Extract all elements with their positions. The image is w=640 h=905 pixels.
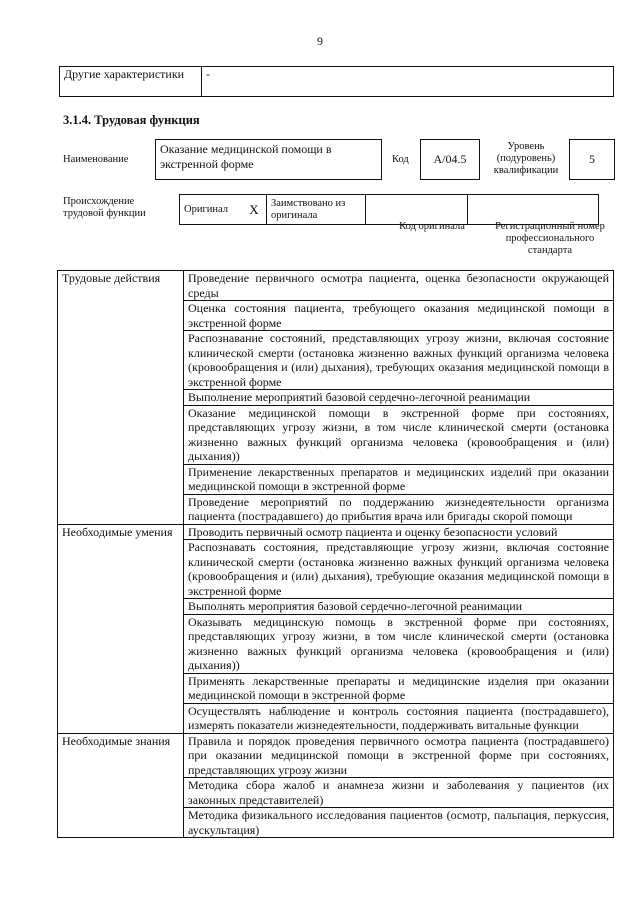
table-row: [58, 271, 614, 301]
original-label: Оригинал: [180, 195, 243, 225]
reg-number-caption: Регистрационный номер профессионального стандарта: [495, 221, 605, 256]
item-cell: Осуществлять наблюдение и контроль состояния пациента (пострадавшего), измерять показатели жизнедеятельности, поддерживать витальные функции: [184, 703, 614, 733]
reg-number-cell: [468, 195, 599, 225]
other-characteristics-value: -: [202, 67, 614, 97]
item-cell: Правила и порядок проведения первичного осмотра пациента (пострадавшего) при оказании медицинской помощи в экстренной форме при состояниях, представляющих угрозу жизни: [184, 733, 614, 778]
code-original-caption: Код оригинала: [399, 221, 465, 232]
item-cell: Оценка состояния пациента, требующего оказания медицинской помощи в экстренной форме: [184, 301, 614, 331]
category-cell: Необходимые знания: [58, 733, 184, 838]
item-cell: Применять лекарственные препараты и медицинские изделия при оказании медицинской помощи в экстренной форме: [184, 673, 614, 703]
level-box: 5: [569, 139, 615, 180]
page-number: 9: [317, 34, 323, 48]
item-cell: Оказывать медицинскую помощь в экстренной форме при состояниях, представляющих угрозу жизни, в том числе клинической смерти (остановка жизненно важных функций организма человека (кровообращения и (или) дыхания)): [184, 614, 614, 673]
borrowed-label: Заимствовано из оригинала: [267, 195, 366, 225]
labor-function-table: [57, 270, 614, 838]
origin-label: Происхождение трудовой функции: [63, 196, 146, 219]
item-cell: Проведение мероприятий по поддержанию жизнедеятельности организма пациента (пострадавшего) до прибытия врача или бригады скорой помощи: [184, 494, 614, 524]
other-characteristics-table: [59, 66, 614, 97]
level-label: Уровень (подуровень) квалификации: [493, 141, 559, 176]
table-row: [58, 524, 614, 540]
item-cell: Применение лекарственных препаратов и медицинских изделий при оказании медицинской помощи в экстренной форме: [184, 464, 614, 494]
function-code-box: A/04.5: [420, 139, 480, 180]
original-mark: X: [242, 195, 267, 225]
item-cell: Методика физикального исследования пациентов (осмотр, пальпация, перкуссия, аускультация): [184, 808, 614, 838]
item-cell: Распознавать состояния, представляющие угрозу жизни, включая состояние клинической смерти (остановка жизненно важных функций организма человека (кровообращения и (или) дыхания), требующие оказания медицинской помощи в экстренной форме: [184, 540, 614, 599]
code-label: Код: [392, 154, 409, 165]
category-cell: Трудовые действия: [58, 271, 184, 525]
item-cell: Оказание медицинской помощи в экстренной форме при состояниях, представляющих угрозу жизни, в том числе клинической смерти (остановка жизненно важных функций организма человека (кровообращения и (или) дыхания)): [184, 405, 614, 464]
category-cell: Необходимые умения: [58, 524, 184, 733]
other-characteristics-label: Другие характеристики: [60, 67, 202, 97]
function-name-box: Оказание медицинской помощи в экстренной форме: [155, 139, 382, 180]
item-cell: Проведение первичного осмотра пациента, оценка безопасности окружающей среды: [184, 271, 614, 301]
section-title: 3.1.4. Трудовая функция: [63, 113, 200, 127]
item-cell: Выполнять мероприятия базовой сердечно-легочной реанимации: [184, 599, 614, 615]
item-cell: Выполнение мероприятий базовой сердечно-легочной реанимации: [184, 390, 614, 406]
name-label: Наименование: [63, 154, 129, 165]
item-cell: Методика сбора жалоб и анамнеза жизни и заболевания у пациентов (их законных представителей): [184, 778, 614, 808]
item-cell: Проводить первичный осмотр пациента и оценку безопасности условий: [184, 524, 614, 540]
table-row: [58, 733, 614, 778]
item-cell: Распознавание состояний, представляющих угрозу жизни, включая состояние клинической смерти (остановка жизненно важных функций организма человека (кровообращения и (или) дыхания), требующих оказания медицинской помощи в экстренной форме: [184, 331, 614, 390]
code-original-cell: [366, 195, 468, 225]
